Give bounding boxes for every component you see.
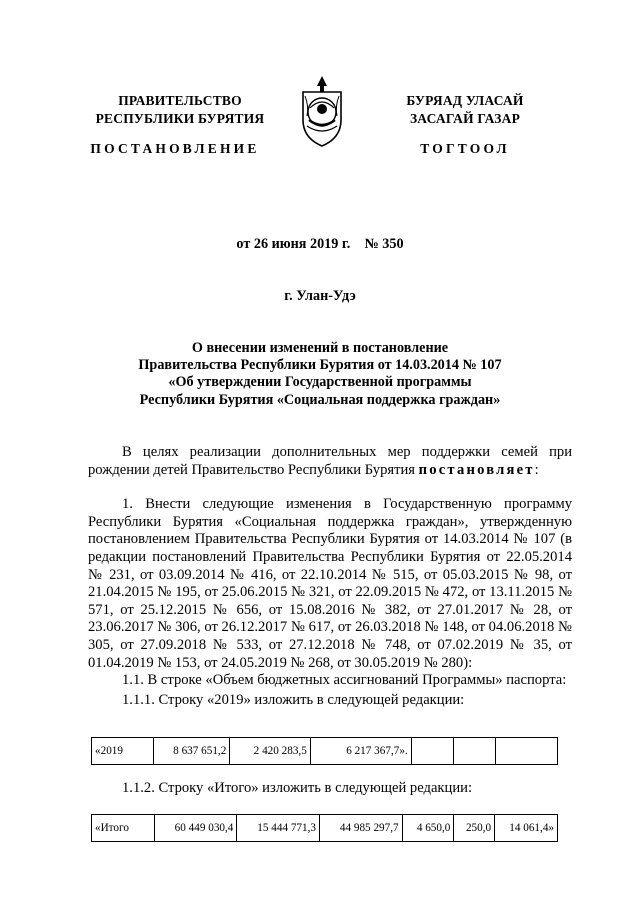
table-cell: 44 985 297,7 xyxy=(320,815,403,842)
intro-text: В целях реализации дополнительных мер поддержки семей при рождении детей Правительство Республики Бурятия xyxy=(88,444,572,478)
table-cell xyxy=(411,738,453,765)
table-cell: 6 217 367,7». xyxy=(310,738,411,765)
table-cell: 8 637 651,2 xyxy=(154,738,230,765)
header-left xyxy=(75,92,285,128)
table-cell: 4 650,0 xyxy=(402,815,454,842)
table-row xyxy=(92,815,558,842)
table-cell: 60 449 030,4 xyxy=(154,815,237,842)
org-name-line1: ПРАВИТЕЛЬСТВО xyxy=(118,93,242,108)
item-1-1-2: 1.1.2. Строку «Итого» изложить в следующей редакции: xyxy=(122,780,472,796)
table-cell: 2 420 283,5 xyxy=(230,738,311,765)
table-cell: 250,0 xyxy=(454,815,495,842)
city: г. Улан-Удэ xyxy=(284,288,356,304)
title-line2: Правительства Республики Бурятия от 14.03.2014 № 107 xyxy=(138,357,502,374)
table-cell: «Итого xyxy=(92,815,155,842)
table-cell: «2019 xyxy=(92,738,154,765)
title-line4: Республики Бурятия «Социальная поддержка граждан» xyxy=(139,391,501,408)
table-cell xyxy=(495,738,557,765)
org-name-buryat-line1: БУРЯАД УЛАСАЙ xyxy=(406,93,524,108)
document-body xyxy=(88,444,572,709)
table-cell: 15 444 771,3 xyxy=(237,815,320,842)
title-line1: О внесении изменений в постановление xyxy=(191,340,449,356)
date-and-number: от 26 июня 2019 г. № 350 xyxy=(236,236,404,252)
table-cell xyxy=(453,738,495,765)
item-1-1: 1.1. В строке «Объем бюджетных ассигнований Программы» паспорта: xyxy=(122,672,567,689)
doc-type-left: ПОСТАНОВЛЕНИЕ xyxy=(90,141,260,156)
intro-end: : xyxy=(534,461,539,478)
table-row xyxy=(92,738,558,765)
coat-of-arms-emblem-icon xyxy=(297,72,347,150)
table-total xyxy=(91,814,558,842)
org-name-buryat-line2: ЗАСАГАЙ ГАЗАР xyxy=(409,111,521,126)
document-title xyxy=(60,340,580,409)
decree-word: постановляет xyxy=(418,461,535,478)
item-1-1-1: 1.1.1. Строку «2019» изложить в следующей редакции: xyxy=(122,691,465,708)
doc-type-right: ТОГТООЛ xyxy=(420,141,510,156)
intro-paragraph xyxy=(88,444,572,479)
title-line3: «Об утверждении Государственной программы xyxy=(168,374,472,391)
org-name-line2: РЕСПУБЛИКИ БУРЯТИЯ xyxy=(95,111,265,126)
table-2019 xyxy=(91,737,558,765)
table-cell: 14 061,4» xyxy=(495,815,558,842)
item-1: 1. Внести следующие изменения в Государственную программу Республики Бурятия «Социальная поддержка граждан», утвержденную постановлением Правительства Республики Бурятия от 14.03.2014 № 107 (в редакции постановлений Правительства Республики Бурятия от 22.05.2014 № 231, от 03.09.2014 № 416, от 22.10.2014 № 515, от 05.03.2015 № 98, от 21.04.2015 № 195, от 25.06.2015 № 321, от 22.09.2015 № 472, от 13.11.2015 № 571, от 25.12.2015 № 656, от 15.08.2016 № 382, от 27.01.2017 № 28, от 23.06.2017 № 306, от 26.12.2017 № 617, от 26.03.2018 № 148, от 04.06.2018 № 305, от 27.09.2018 № 533, от 27.12.2018 № 748, от 07.02.2019 № 35, от 01.04.2019 № 153, от 24.05.2019 № 268, от 30.05.2019 № 280): xyxy=(88,496,572,671)
header-right xyxy=(380,92,550,128)
